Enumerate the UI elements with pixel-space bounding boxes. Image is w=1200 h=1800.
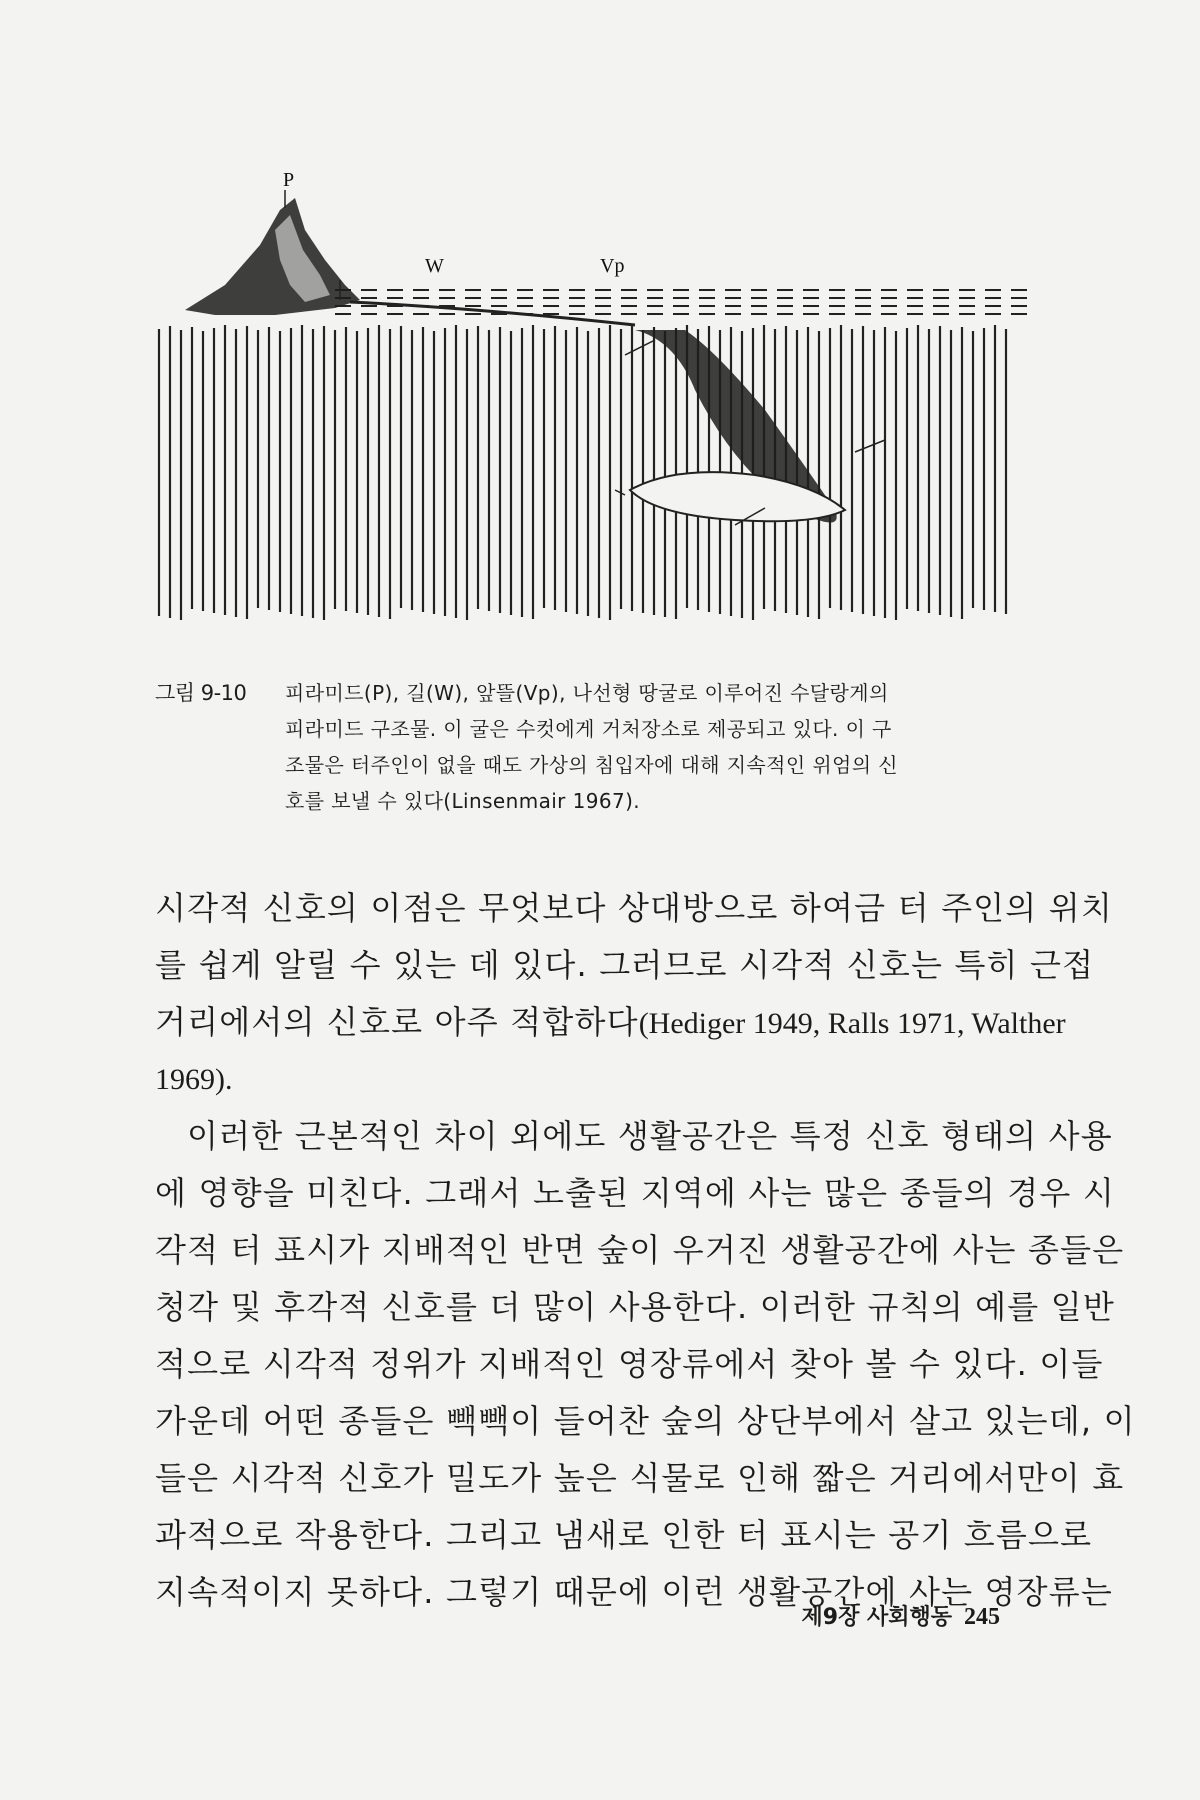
paragraph-line: 들은 시각적 신호가 밀도가 높은 식물로 인해 짧은 거리에서만이 효 [155, 1459, 1125, 1497]
paragraph-text: 거리에서의 신호로 아주 적합하다 [155, 1003, 639, 1041]
chapter-title: 제9장 사회행동 [801, 1605, 952, 1630]
caption-line: 호를 보낼 수 있다(Linsenmair 1967). [285, 789, 641, 813]
paragraph-line: 과적으로 작용한다. 그리고 냄새로 인한 터 표시는 공기 흐름으로 [155, 1516, 1093, 1554]
caption-line: 피라미드 구조물. 이 굴은 수컷에게 거처장소로 제공되고 있다. 이 구 [285, 717, 892, 741]
page-number: 245 [964, 1604, 1000, 1630]
paragraph-line: 이러한 근본적인 차이 외에도 생활공간은 특정 신호 형태의 사용 [187, 1117, 1113, 1155]
label-w: W [425, 255, 444, 277]
figure-illustration [155, 169, 1020, 635]
caption-line: 조물은 터주인이 없을 때도 가상의 침입자에 대해 지속적인 위엄의 신 [285, 753, 898, 777]
figure-number: 그림 9-10 [155, 681, 247, 705]
label-p: P [283, 169, 295, 191]
ground-surface [335, 290, 1027, 314]
paragraph-line: 청각 및 후각적 신호를 더 많이 사용한다. 이러한 규칙의 예를 일반 [155, 1288, 1116, 1326]
paragraph-line: 에 영향을 미친다. 그래서 노출된 지역에 사는 많은 종들의 경우 시 [155, 1174, 1116, 1212]
body-text [155, 880, 1136, 1621]
caption-line: 피라미드(P), 길(W), 앞뜰(Vp), 나선형 땅굴로 이루어진 수달랑게의 [285, 681, 889, 705]
citation: (Hediger 1949, Ralls 1971, Walther [638, 1007, 1066, 1040]
paragraph-line: 1969). [155, 1063, 233, 1096]
paragraph-line: 지속적이지 못하다. 그렇기 때문에 이런 생활공간에 사는 영장류는 [155, 1573, 1114, 1611]
label-vp: Vp [600, 255, 625, 277]
pyramid-mound [185, 198, 360, 315]
paragraph-line: 적으로 시각적 정위가 지배적인 영장류에서 찾아 볼 수 있다. 이들 [155, 1345, 1104, 1383]
paragraph-line: 시각적 신호의 이점은 무엇보다 상대방으로 하여금 터 주인의 위치 [155, 889, 1114, 927]
caption-text [285, 675, 1025, 819]
page-footer [802, 1600, 1000, 1631]
ground-hatching [159, 325, 1006, 620]
paragraph-line [155, 994, 1066, 1051]
paragraph-line: 를 쉽게 알릴 수 있는 데 있다. 그러므로 시각적 신호는 특히 근접 [155, 946, 1095, 984]
crab-burrow-diagram [155, 169, 1020, 635]
paragraph-line: 가운데 어떤 종들은 빽빽이 들어찬 숲의 상단부에서 살고 있는데, 이 [155, 1402, 1136, 1440]
paragraph-line: 각적 터 표시가 지배적인 반면 숲이 우거진 생활공간에 사는 종들은 [155, 1231, 1125, 1269]
